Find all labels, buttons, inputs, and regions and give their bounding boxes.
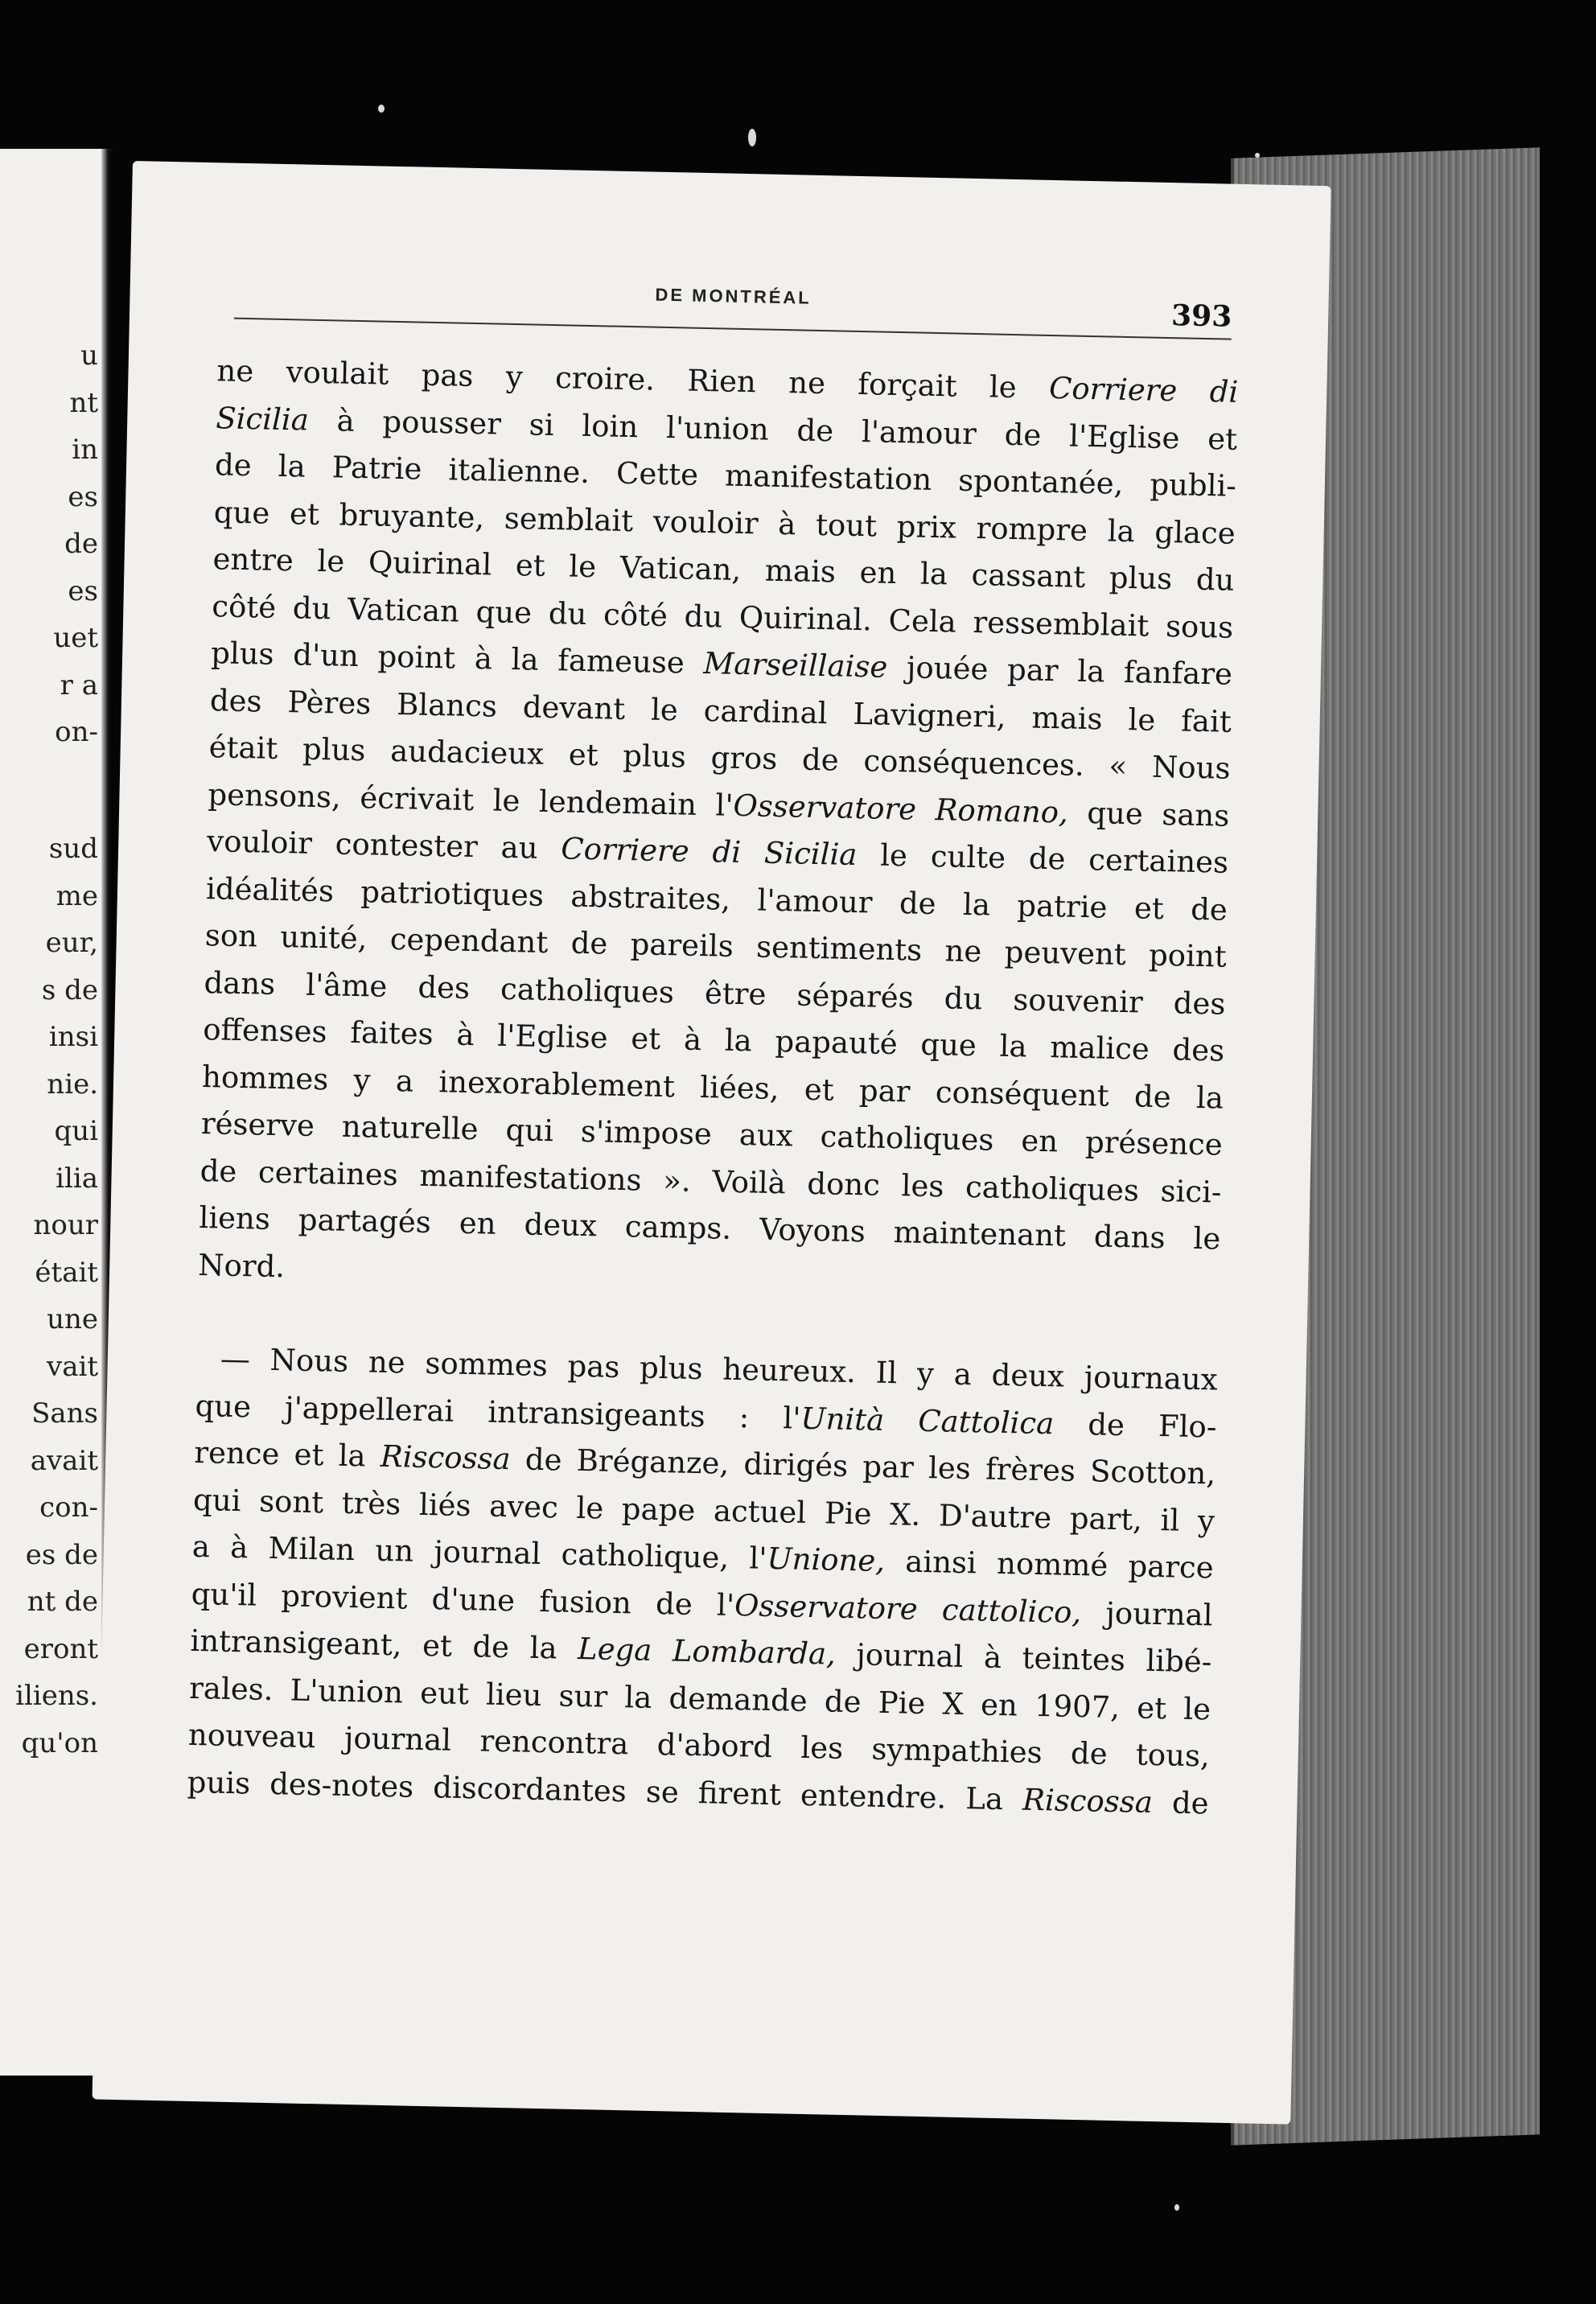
left-page-fragment: [0, 149, 113, 2076]
page-number: 393: [1170, 298, 1232, 334]
left-page-text-fragment: s de: [41, 973, 98, 1006]
left-page-text-fragment: eront: [23, 1632, 98, 1665]
text-line: de certaines manifestations ». Voilà donc les catholiques sici-: [200, 1153, 1222, 1210]
left-page-text-fragment: nie.: [47, 1068, 98, 1101]
running-head: DE MONTRÉAL: [655, 284, 812, 308]
text-line: entre le Quirinal et le Vatican, mais en la cassant plus du: [212, 541, 1235, 598]
text-line: rales. L'union eut lieu sur la demande de Pie X en 1907, et le: [188, 1670, 1211, 1726]
text-line: de la Patrie italienne. Cette manifestation spontanée, publi-: [214, 447, 1237, 504]
left-page-text-fragment: in: [72, 434, 98, 466]
text-line: hommes y a inexorablement liées, et par conséquent de la: [201, 1059, 1224, 1116]
left-page-text-fragment: une: [47, 1303, 98, 1335]
text-line: offenses faites à l'Eglise et à la papauté que la malice des: [202, 1012, 1225, 1068]
left-page-text-fragment: vait: [46, 1350, 98, 1383]
dust-speck: [748, 129, 756, 146]
dust-speck: [1174, 2204, 1179, 2211]
paragraph-1: [198, 348, 1239, 1310]
text-line: Sicilia à pousser si loin l'union de l'amour de l'Eglise et: [215, 400, 1238, 457]
text-line: Nord.: [197, 1247, 286, 1284]
left-page-text-fragment: insi: [48, 1021, 98, 1053]
left-page-text-fragment: on-: [55, 716, 98, 748]
text-line: que et bruyante, semblait vouloir à tout prix rompre la glace: [213, 494, 1236, 551]
left-page-text-fragment: était: [35, 1256, 98, 1289]
text-line: ne voulait pas y croire. Rien ne forçait le Corriere di: [216, 353, 1239, 409]
dust-speck: [1255, 153, 1260, 158]
page-header: [234, 268, 1232, 353]
left-page-text-fragment: sud: [48, 833, 98, 865]
left-page-text-fragment: Sans: [31, 1397, 98, 1430]
dust-speck: [378, 105, 385, 113]
text-line: rence et la Riscossa de Bréganze, dirigés par les frères Scotton,: [193, 1434, 1216, 1491]
left-page-text-fragment: qu'on: [21, 1726, 98, 1759]
left-page-text-fragment: uet: [53, 622, 98, 654]
text-line: des Pères Blancs devant le cardinal Lavigneri, mais le fait: [209, 682, 1232, 739]
left-page-text-fragment: es: [68, 574, 98, 607]
text-line: qui sont très liés avec le pape actuel Pie X. D'autre part, il y: [192, 1482, 1216, 1539]
left-page-text-fragment: nour: [33, 1209, 98, 1241]
text-line: réserve naturelle qui s'impose aux catholiques en présence: [200, 1106, 1224, 1162]
text-line: a à Milan un journal catholique, l'Unione, ainsi nommé parce: [191, 1528, 1215, 1586]
text-line: qu'il provient d'une fusion de l'Osservatore cattolico, journal: [191, 1576, 1213, 1633]
text-line: pensons, écrivait le lendemain l'Osservatore Romano, que sans: [208, 776, 1230, 833]
text-line: liens partagés en deux camps. Voyons maintenant dans le: [199, 1200, 1221, 1257]
left-page-text-fragment: de: [64, 528, 98, 560]
left-page-text-fragment: con-: [39, 1491, 98, 1524]
left-page-text-fragment: es de: [25, 1538, 98, 1571]
left-page-text-fragment: nt de: [27, 1586, 98, 1618]
left-page-text-fragment: r a: [60, 669, 98, 701]
paragraph-2: [187, 1335, 1218, 1827]
text-line: que j'appellerai intransigeants : l'Unità Cattolica de Flo-: [195, 1388, 1217, 1445]
text-line: nouveau journal rencontra d'abord les sympathies de tous,: [187, 1717, 1211, 1774]
text-line: intransigeant, et de la Lega Lombarda, journal à teintes libé-: [190, 1623, 1212, 1680]
text-line: — Nous ne sommes pas plus heureux. Il y a deux journaux: [220, 1341, 1219, 1397]
left-page-text-fragment: es: [68, 480, 98, 513]
text-line: côté du Vatican que du côté du Quirinal. Cela ressemblait sous: [211, 588, 1234, 645]
left-page-text-fragment: eur,: [45, 927, 98, 959]
text-line: vouloir contester au Corriere di Sicilia le culte de certaines: [206, 824, 1229, 880]
text-line: puis des-notes discordantes se firent entendre. La Riscossa de: [187, 1764, 1209, 1821]
left-page-text-fragment: me: [56, 879, 98, 912]
text-line: son unité, cependant de pareils sentiments ne peuvent point: [204, 918, 1228, 974]
left-page-text-fragment: ilia: [56, 1162, 98, 1195]
body-text: [187, 348, 1239, 1827]
left-page-text-fragment: qui: [54, 1115, 98, 1147]
left-page-text-fragment: u: [80, 339, 98, 372]
left-page-text-fragment: nt: [69, 386, 98, 419]
text-line: dans l'âme des catholiques être séparés du souvenir des: [204, 965, 1226, 1022]
left-page-text-fragment: avait: [30, 1444, 98, 1477]
right-page: [93, 161, 1331, 2125]
text-line: était plus audacieux et plus gros de conséquences. « Nous: [208, 730, 1231, 786]
text-line: plus d'un point à la fameuse Marseillaise jouée par la fanfare: [210, 636, 1233, 692]
header-rule: [234, 318, 1232, 340]
left-page-text-fragment: iliens.: [15, 1680, 98, 1712]
text-line: idéalités patriotiques abstraites, l'amour de la patrie et de: [205, 870, 1228, 928]
